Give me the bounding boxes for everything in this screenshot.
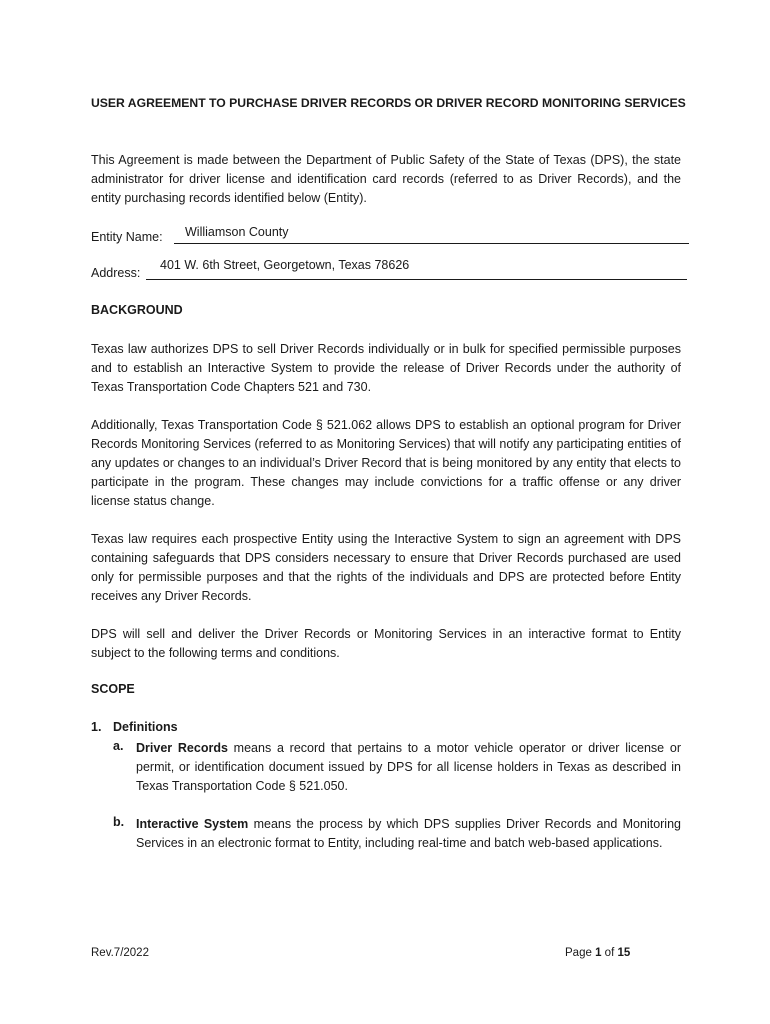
page-number [565, 947, 630, 959]
entity-name-field [91, 224, 689, 244]
definition-a-letter: a. [113, 739, 124, 753]
definition-b-letter: b. [113, 815, 125, 829]
definition-b-body: means the process by which DPS supplies Driver Records and Monitoring Services in an electronic format to Entity, including real-time and batch web-based applications. [136, 817, 681, 850]
definition-a-body: means a record that pertains to a motor vehicle operator or driver license or permit, or identification document issued by DPS for all license holders in Texas as described in Texas Transportation Code § 521.050. [136, 741, 681, 793]
document-title: USER AGREEMENT TO PURCHASE DRIVER RECORDS OR DRIVER RECORD MONITORING SERVICES [91, 96, 686, 110]
revision-label: Rev.7/2022 [91, 947, 149, 959]
definition-b-term: Interactive System [136, 817, 249, 831]
definition-b-text [136, 815, 681, 853]
entity-name-underline [174, 243, 689, 244]
background-heading: BACKGROUND [91, 303, 183, 317]
background-paragraph-2: Additionally, Texas Transportation Code § 521.062 allows DPS to establish an optional program for Driver Records Monitoring Services (referred to as Monitoring Services) that will notify any participating entities of any updates or changes to an individual’s Driver Record that is being monitored by any entity that elects to participate in the program. These changes may include convictions for a traffic offense or any driver license status change. [91, 418, 681, 508]
page-of: of [604, 947, 615, 959]
definition-a-text [136, 739, 681, 796]
background-paragraph-4: DPS will sell and deliver the Driver Records or Monitoring Services in an interactive format to Entity subject to the following terms and conditions. [91, 627, 681, 660]
address-underline [146, 279, 687, 280]
definitions-title: Definitions [113, 720, 178, 734]
page-current: 1 [595, 947, 602, 959]
background-paragraph-3: Texas law requires each prospective Entity using the Interactive System to sign an agreement with DPS containing safeguards that DPS considers necessary to ensure that Driver Records purchased are used only for permissible purposes and that the rights of the individuals and DPS are protected before Entity receives any Driver Records. [91, 532, 681, 603]
page-total: 15 [617, 947, 631, 959]
definition-a-term: Driver Records [136, 741, 228, 755]
definitions-number: 1. [91, 720, 102, 734]
address-field [91, 260, 687, 280]
entity-name-label: Entity Name: [91, 230, 163, 244]
scope-heading: SCOPE [91, 682, 135, 696]
background-paragraph-1: Texas law authorizes DPS to sell Driver Records individually or in bulk for specified permissible purposes and to establish an Interactive System to provide the release of Driver Records under the authority of Texas Transportation Code Chapters 521 and 730. [91, 342, 681, 394]
page-label: Page [565, 947, 592, 959]
entity-name-value: Williamson County [185, 225, 289, 239]
address-value: 401 W. 6th Street, Georgetown, Texas 78626 [160, 258, 410, 272]
intro-paragraph: This Agreement is made between the Department of Public Safety of the State of Texas (DPS), the state administrator for driver license and identification card records (referred to as Driver Records), and the entity purchasing records identified below (Entity). [91, 153, 681, 205]
address-label: Address: [91, 266, 141, 280]
